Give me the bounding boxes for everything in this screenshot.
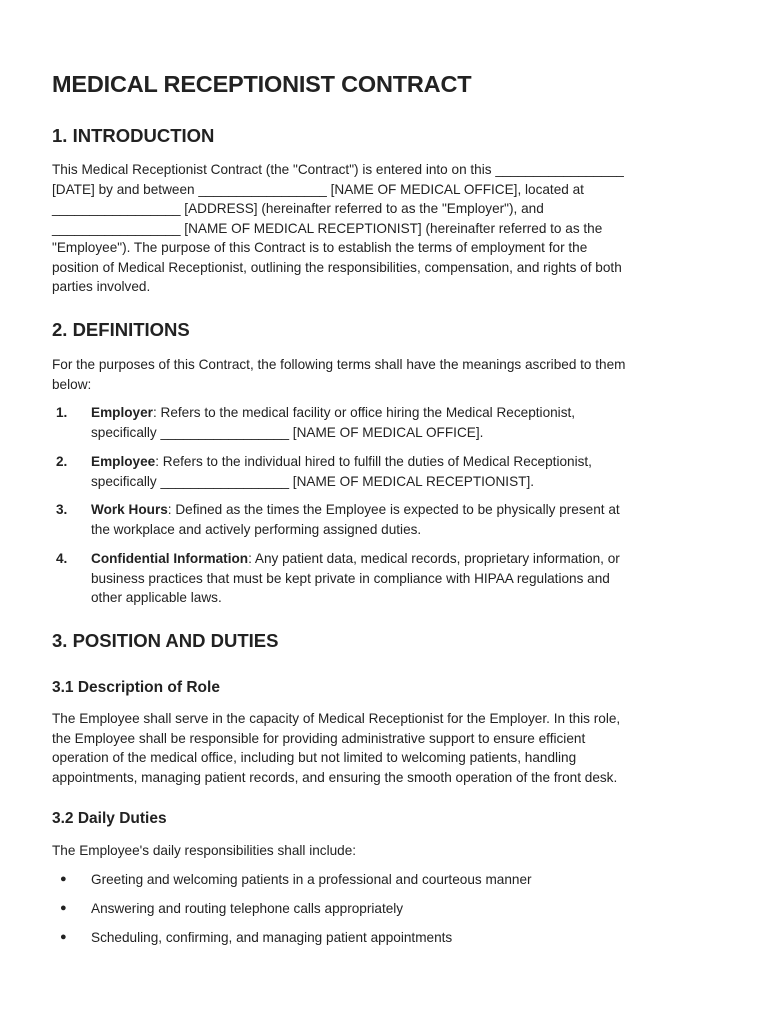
definition-text: specifically _________________ [NAME OF MEDICAL RECEPTIONIST]. xyxy=(91,473,534,489)
definitions-intro-line: For the purposes of this Contract, the following terms shall have the meanings ascribed to them xyxy=(52,357,626,372)
role-paragraph xyxy=(52,709,718,787)
role-line: The Employee shall serve in the capacity of Medical Receptionist for the Employer. In this role, xyxy=(52,711,621,726)
definition-text: : Defined as the times the Employee is expected to be physically present at xyxy=(167,502,620,517)
definition-text: specifically _________________ [NAME OF MEDICAL OFFICE]. xyxy=(91,424,484,440)
introduction-line: [DATE] by and between _________________ [NAME OF MEDICAL OFFICE], located at xyxy=(52,181,584,197)
bullet-icon: ● xyxy=(60,902,67,914)
role-line: appointments, managing patient records, and ensuring the smooth operation of the front desk. xyxy=(52,769,618,785)
definitions-heading: 2. DEFINITIONS xyxy=(52,319,190,340)
definition-text: business practices that must be kept private in compliance with HIPAA regulations and xyxy=(91,570,610,586)
definition-number: 1. xyxy=(56,405,68,420)
introduction-line: _________________ [ADDRESS] (hereinafter referred to as the "Employer"), and xyxy=(52,201,544,216)
definition-term: Work Hours xyxy=(91,502,168,517)
introduction-heading: 1. INTRODUCTION xyxy=(52,125,215,146)
role-line: operation of the medical office, including but not limited to welcoming patients, handling xyxy=(52,750,577,765)
definition-text: : Refers to the individual hired to fulfill the duties of Medical Receptionist, xyxy=(155,454,592,469)
daily-duties-intro xyxy=(52,841,718,861)
definition-term: Confidential Information xyxy=(91,551,249,566)
daily-duties-intro-line: The Employee's daily responsibilities shall include: xyxy=(52,843,357,858)
definition-term: Employer xyxy=(91,405,153,420)
definition-number: 2. xyxy=(56,454,68,469)
introduction-line: _________________ [NAME OF MEDICAL RECEPTIONIST] (hereinafter referred to as the xyxy=(52,220,603,236)
introduction-paragraph xyxy=(52,160,718,297)
role-line: the Employee shall be responsible for providing administrative support to ensure efficient xyxy=(52,730,586,746)
definition-number: 3. xyxy=(56,502,68,517)
definition-text: the workplace and actively performing assigned duties. xyxy=(91,521,422,537)
introduction-line: parties involved. xyxy=(52,279,151,294)
position-heading: 3. POSITION AND DUTIES xyxy=(52,630,279,651)
document-title: MEDICAL RECEPTIONIST CONTRACT xyxy=(52,71,472,97)
definition-text: : Refers to the medical facility or office hiring the Medical Receptionist, xyxy=(152,405,576,420)
introduction-line: "Employee"). The purpose of this Contract is to establish the terms of employment for the xyxy=(52,240,588,255)
definition-term: Employee xyxy=(91,454,156,469)
introduction-line: This Medical Receptionist Contract (the "Contract") is entered into on this _________________ xyxy=(52,162,624,177)
definition-number: 4. xyxy=(56,551,68,566)
bullet-icon: ● xyxy=(60,931,67,943)
duty-text: Greeting and welcoming patients in a professional and courteous manner xyxy=(91,872,532,887)
definitions-intro-line: below: xyxy=(52,376,92,392)
bullet-icon: ● xyxy=(60,873,67,885)
role-heading: 3.1 Description of Role xyxy=(52,679,220,696)
introduction-line: position of Medical Receptionist, outlining the responsibilities, compensation, and rights of both xyxy=(52,259,622,275)
definition-text: : Any patient data, medical records, proprietary information, or xyxy=(248,551,620,566)
duty-text: Answering and routing telephone calls appropriately xyxy=(91,901,404,916)
definitions-intro xyxy=(52,355,718,394)
definition-text: other applicable laws. xyxy=(91,590,222,605)
daily-duties-heading: 3.2 Daily Duties xyxy=(52,810,167,827)
duty-text: Scheduling, confirming, and managing patient appointments xyxy=(91,930,453,945)
